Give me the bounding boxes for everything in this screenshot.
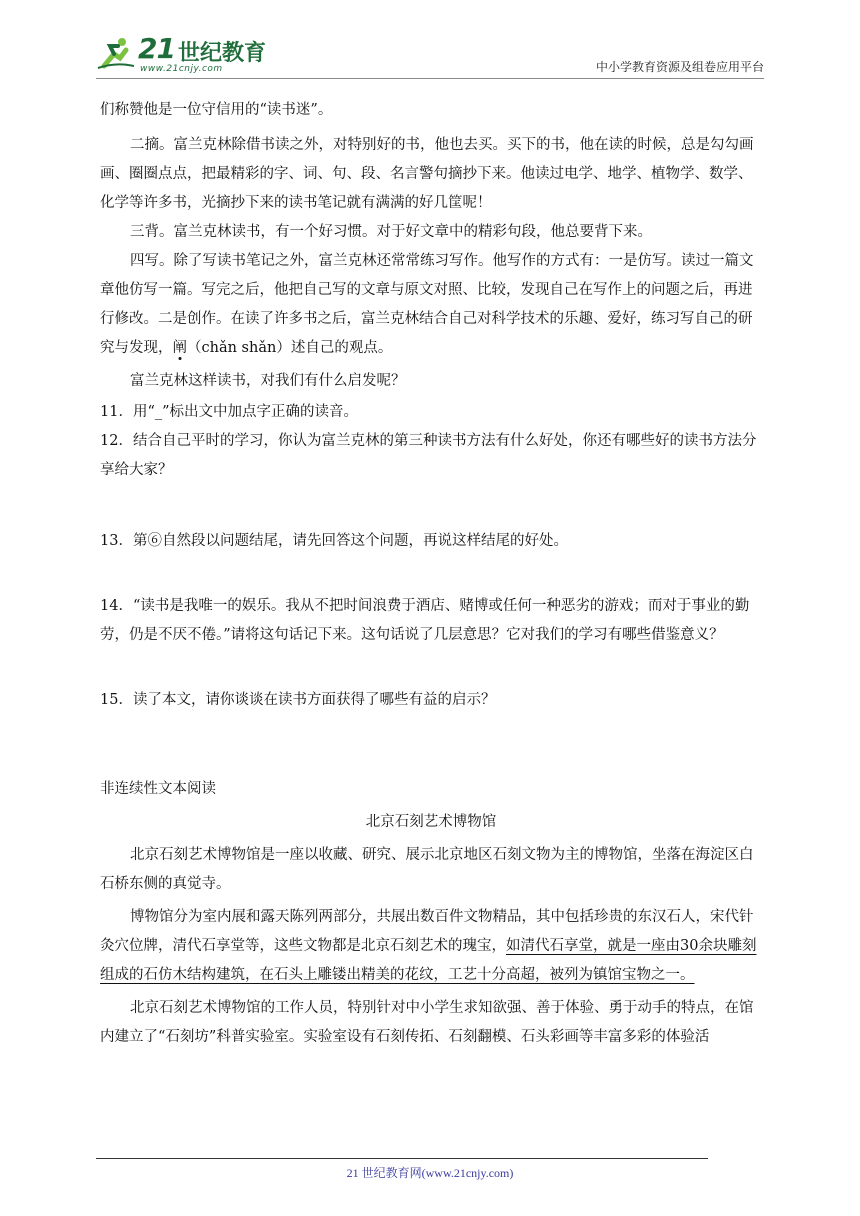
passage-text: 四写。除了写读书笔记之外，富兰克林还常常练习写作。他写作的方式有：一是仿写。读过一篇文章他仿写一篇。写完之后，他把自己写的文章与原文对照、比较，发现自己在写作上的问题之后，再进行修改。二是创作。在读了许多书之后，富兰克林结合自己对科学技术的乐趣、爱好，练习写自己的研究与发现， — [100, 253, 754, 356]
platform-tagline: 中小学教育资源及组卷应用平台 — [595, 60, 764, 74]
question-12: 12．结合自己平时的学习，你认为富兰克林的第三种读书方法有什么好处，你还有哪些好的读书方法分享给大家？ — [100, 433, 757, 478]
article-paragraph: 北京石刻艺术博物馆的工作人员，特别针对中小学生求知欲强、善于体验、勇于动手的特点，在馆内建立了“石刻坊”科普实验室。实验室设有石刻传拓、石刻翻模、石头彩画等丰富多彩的体验活 — [100, 1000, 754, 1045]
passage-paragraph: 们称赞他是一位守信用的“读书迷”。 — [100, 102, 333, 118]
article-paragraph — [100, 903, 762, 990]
dotted-character: 阐 — [172, 340, 187, 356]
underlined-text: 如清代石享堂，就是一座由30余块雕刻组成的石仿木结构建筑，在石头上雕镂出精美的花纹，工艺十分高超，被列为镇馆宝物之一。 — [100, 938, 757, 983]
footer-divider — [96, 1158, 708, 1159]
article-title: 北京石刻艺术博物馆 — [365, 814, 497, 830]
passage-paragraph: 二摘。富兰克林除借书读之外，对特别好的书，他也去买。买下的书，他在读的时候，总是勾勾画画、圈圈点点，把最精彩的字、词、句、段、名言警句摘抄下来。他读过电学、地学、植物学、数学、化学等许多书，光摘抄下来的读书笔记就有满满的好几筐呢！ — [100, 137, 754, 211]
passage-text: （chǎn shǎn）述自己的观点。 — [187, 340, 393, 356]
section-heading: 非连续性文本阅读 — [100, 781, 216, 797]
question-15: 15．读了本文，请你谈谈在读书方面获得了哪些有益的启示？ — [100, 692, 496, 708]
passage-paragraph: 富兰克林这样读书，对我们有什么启发呢？ — [130, 373, 406, 389]
passage-paragraph — [100, 247, 762, 363]
logo-text: 世纪教育 — [178, 41, 267, 66]
site-logo[interactable] — [96, 30, 276, 76]
logo-url: www.21cnjy.com — [140, 64, 223, 74]
document-body — [100, 96, 762, 1052]
page-header — [96, 28, 764, 80]
article-text: 博物馆分为室内展和露天陈列两部分，共展出数百件文物精品，其中包括珍贵的东汉石人，宋代针灸穴位牌，清代石享堂等，这些文物都是北京石刻艺术的瑰宝， — [100, 909, 754, 954]
question-11: 11．用“_”标出文中加点字正确的读音。 — [100, 404, 359, 420]
header-divider — [96, 78, 764, 79]
question-13: 13．第⑥自然段以问题结尾，请先回答这个问题，再说这样结尾的好处。 — [100, 533, 568, 549]
runner-logo-icon — [96, 36, 136, 72]
footer-link[interactable]: 21 世纪教育网(www.21cnjy.com) — [346, 1166, 514, 1180]
passage-paragraph: 三背。富兰克林读书，有一个好习惯。对于好文章中的精彩句段，他总要背下来。 — [130, 224, 652, 240]
question-14: 14．“读书是我唯一的娱乐。我从不把时间浪费于酒店、赌博或任何一种恶劣的游戏；而对于事业的勤劳，仍是不厌不倦。”请将这句话记下来。这句话说了几层意思？它对我们的学习有哪些借鉴意义？ — [100, 598, 750, 643]
article-paragraph: 北京石刻艺术博物馆是一座以收藏、研究、展示北京地区石刻文物为主的博物馆，坐落在海淀区白石桥东侧的真觉寺。 — [100, 847, 754, 892]
logo-number: 21 — [138, 32, 175, 65]
